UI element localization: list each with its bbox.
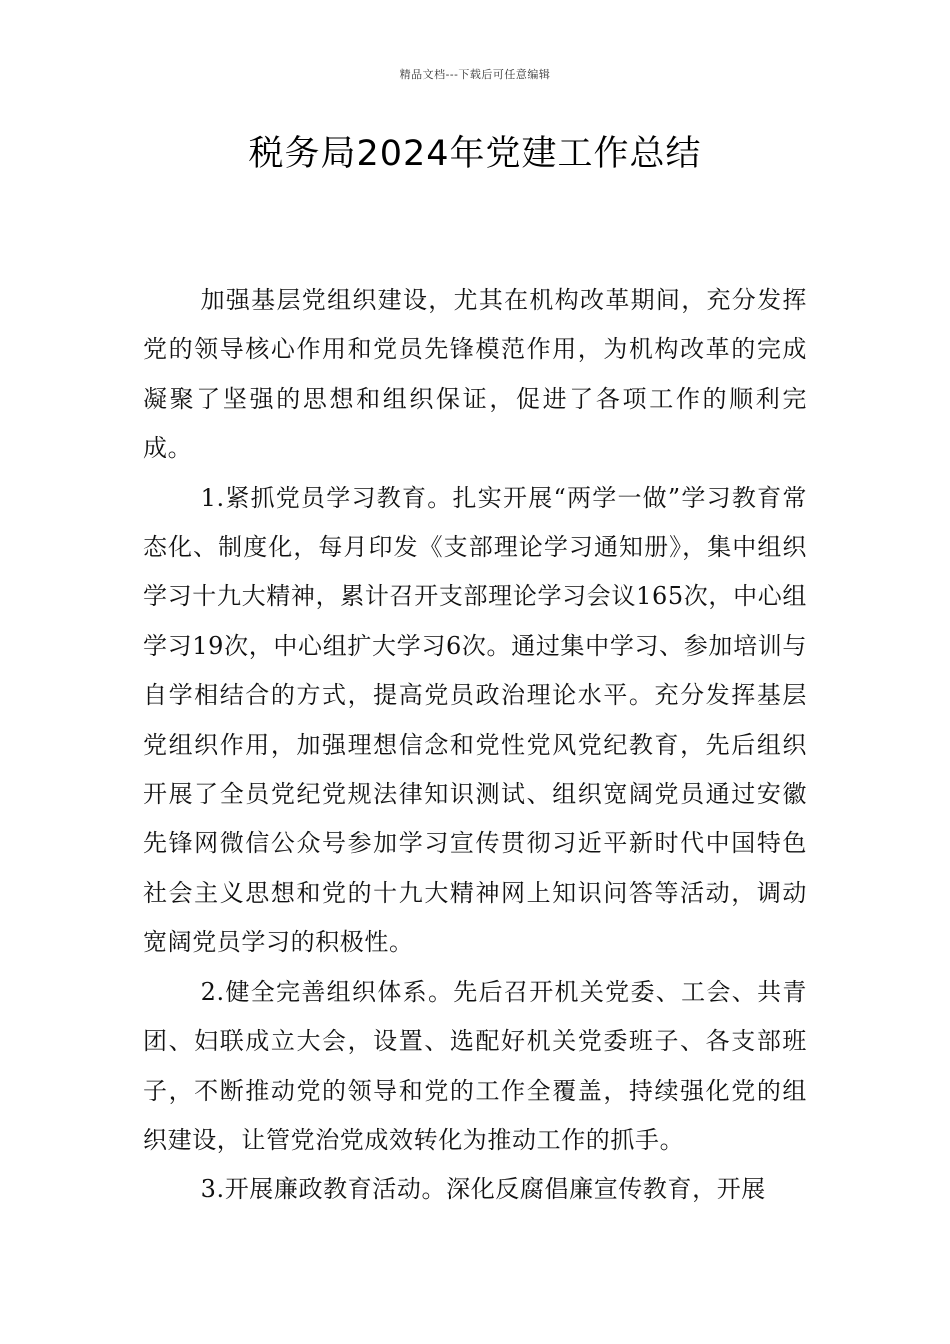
paragraph-intro: 加强基层党组织建设，尤其在机构改革期间，充分发挥党的领导核心作用和党员先锋模范作用，为机构改革的完成凝聚了坚强的思想和组织保证，促进了各项工作的顺利完成。 bbox=[143, 286, 807, 463]
header-note: 精品文档---下载后可任意编辑 bbox=[399, 68, 551, 81]
paragraph-3: 3.开展廉政教育活动。深化反腐倡廉宣传教育，开展 bbox=[200, 1175, 766, 1204]
paragraph-1: 1.紧抓党员学习教育。扎实开展“两学一做”学习教育常态化、制度化，每月印发《支部理论学习通知册》，集中组织学习十九大精神，累计召开支部理论学习会议165次，中心组学习19次，中心组扩大学习6次。通过集中学习、参加培训与自学相结合的方式，提高党员政治理论水平。充分发挥基层党组织作用，加强理想信念和党性党风党纪教育，先后组织开展了全员党纪党规法律知识测试、组织宽阔党员通过安徽先锋网微信公众号参加学习宣传贯彻习近平新时代中国特色社会主义思想和党的十九大精神网上知识问答等活动，调动宽阔党员学习的积极性。 bbox=[143, 483, 807, 957]
document-title: 税务局2024年党建工作总结 bbox=[248, 134, 702, 174]
document-body bbox=[143, 276, 807, 1215]
paragraph-2: 2.健全完善组织体系。先后召开机关党委、工会、共青团、妇联成立大会，设置、选配好机关党委班子、各支部班子，不断推动党的领导和党的工作全覆盖，持续强化党的组织建设，让管党治党成效转化为推动工作的抓手。 bbox=[143, 977, 807, 1154]
